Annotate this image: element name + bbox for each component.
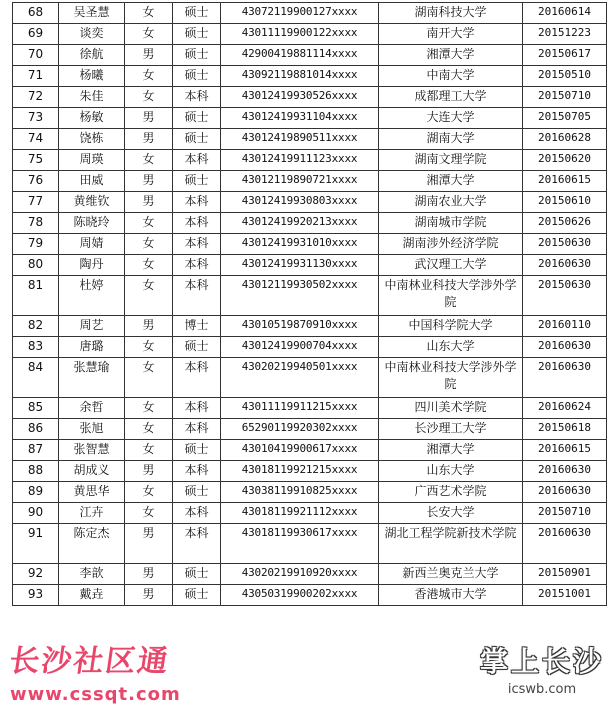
gender-cell: 女 [125, 234, 173, 255]
id-number-cell: 43072119900127xxxx [221, 3, 379, 24]
table-row [13, 419, 607, 440]
table-row [13, 213, 607, 234]
id-number-cell: 43012119930502xxxx [221, 276, 379, 316]
row-number: 76 [13, 171, 59, 192]
name-cell: 黄思华 [59, 482, 125, 503]
id-number-cell: 43010519870910xxxx [221, 316, 379, 337]
id-number-cell: 43050319900202xxxx [221, 585, 379, 606]
table-row [13, 255, 607, 276]
table-row [13, 3, 607, 24]
table-row [13, 129, 607, 150]
school-cell: 香港城市大学 [379, 585, 523, 606]
school-cell: 湘潭大学 [379, 440, 523, 461]
degree-cell: 硕士 [173, 129, 221, 150]
graduation-date-cell: 20150610 [523, 192, 607, 213]
table-row [13, 337, 607, 358]
name-cell: 朱佳 [59, 87, 125, 108]
gender-cell: 男 [125, 524, 173, 564]
gender-cell: 女 [125, 419, 173, 440]
graduation-date-cell: 20150617 [523, 45, 607, 66]
name-cell: 田威 [59, 171, 125, 192]
degree-cell: 硕士 [173, 585, 221, 606]
graduation-date-cell: 20160615 [523, 440, 607, 461]
icswb-url: icswb.com [507, 682, 577, 697]
school-cell: 湖南科技大学 [379, 3, 523, 24]
name-cell: 周瑛 [59, 150, 125, 171]
gender-cell: 男 [125, 129, 173, 150]
table-row [13, 87, 607, 108]
name-cell: 戴垚 [59, 585, 125, 606]
graduation-date-cell: 20151001 [523, 585, 607, 606]
row-number: 82 [13, 316, 59, 337]
row-number: 71 [13, 66, 59, 87]
id-number-cell: 43012419931130xxxx [221, 255, 379, 276]
gender-cell: 女 [125, 358, 173, 398]
degree-cell: 本科 [173, 398, 221, 419]
gender-cell: 男 [125, 171, 173, 192]
id-number-cell: 43012419930803xxxx [221, 192, 379, 213]
graduation-date-cell: 20150630 [523, 276, 607, 316]
id-number-cell: 43038119910825xxxx [221, 482, 379, 503]
gender-cell: 男 [125, 461, 173, 482]
row-number: 69 [13, 24, 59, 45]
graduation-date-cell: 20150901 [523, 564, 607, 585]
school-cell: 山东大学 [379, 337, 523, 358]
graduation-date-cell: 20150510 [523, 66, 607, 87]
table-row [13, 524, 607, 564]
degree-cell: 本科 [173, 358, 221, 398]
gender-cell: 男 [125, 108, 173, 129]
gender-cell: 男 [125, 585, 173, 606]
id-number-cell: 43020219910920xxxx [221, 564, 379, 585]
school-cell: 中国科学院大学 [379, 316, 523, 337]
table-row [13, 482, 607, 503]
name-cell: 张智慧 [59, 440, 125, 461]
graduation-date-cell: 20160624 [523, 398, 607, 419]
row-number: 88 [13, 461, 59, 482]
graduation-date-cell: 20160630 [523, 461, 607, 482]
graduation-date-cell: 20150630 [523, 234, 607, 255]
school-cell: 中南林业科技大学涉外学院 [379, 358, 523, 398]
row-number: 73 [13, 108, 59, 129]
row-number: 91 [13, 524, 59, 564]
degree-cell: 本科 [173, 234, 221, 255]
row-number: 79 [13, 234, 59, 255]
gender-cell: 女 [125, 213, 173, 234]
gender-cell: 女 [125, 150, 173, 171]
id-number-cell: 43020219940501xxxx [221, 358, 379, 398]
degree-cell: 硕士 [173, 337, 221, 358]
school-cell: 湖南涉外经济学院 [379, 234, 523, 255]
id-number-cell: 42900419881114xxxx [221, 45, 379, 66]
row-number: 75 [13, 150, 59, 171]
gender-cell: 女 [125, 503, 173, 524]
graduation-date-cell: 20160630 [523, 337, 607, 358]
table-row [13, 171, 607, 192]
table-row [13, 503, 607, 524]
gender-cell: 男 [125, 45, 173, 66]
id-number-cell: 43012419931010xxxx [221, 234, 379, 255]
row-number: 81 [13, 276, 59, 316]
icswb-logo-text: 掌上长沙 [479, 645, 604, 678]
school-cell: 湖南文理学院 [379, 150, 523, 171]
row-number: 78 [13, 213, 59, 234]
graduation-date-cell: 20150626 [523, 213, 607, 234]
graduation-date-cell: 20160628 [523, 129, 607, 150]
id-number-cell: 43011119900122xxxx [221, 24, 379, 45]
degree-cell: 硕士 [173, 482, 221, 503]
gender-cell: 女 [125, 3, 173, 24]
graduation-date-cell: 20151223 [523, 24, 607, 45]
gender-cell: 女 [125, 398, 173, 419]
degree-cell: 本科 [173, 419, 221, 440]
table-row [13, 276, 607, 316]
school-cell: 湖南农业大学 [379, 192, 523, 213]
row-number: 84 [13, 358, 59, 398]
id-number-cell: 43012419930526xxxx [221, 87, 379, 108]
table-row [13, 234, 607, 255]
table-row [13, 398, 607, 419]
row-number: 83 [13, 337, 59, 358]
id-number-cell: 43012419900704xxxx [221, 337, 379, 358]
school-cell: 湖南大学 [379, 129, 523, 150]
row-number: 77 [13, 192, 59, 213]
degree-cell: 本科 [173, 192, 221, 213]
table-row [13, 108, 607, 129]
degree-cell: 本科 [173, 213, 221, 234]
cssqt-url: www.cssqt.com [10, 684, 181, 705]
table-row [13, 461, 607, 482]
school-cell: 广西艺术学院 [379, 482, 523, 503]
id-number-cell: 65290119920302xxxx [221, 419, 379, 440]
row-number: 86 [13, 419, 59, 440]
row-number: 93 [13, 585, 59, 606]
school-cell: 长安大学 [379, 503, 523, 524]
degree-cell: 本科 [173, 276, 221, 316]
degree-cell: 硕士 [173, 564, 221, 585]
table-row [13, 440, 607, 461]
row-number: 92 [13, 564, 59, 585]
id-number-cell: 43018119921215xxxx [221, 461, 379, 482]
gender-cell: 男 [125, 192, 173, 213]
id-number-cell: 43018119921112xxxx [221, 503, 379, 524]
table-row [13, 564, 607, 585]
graduation-date-cell: 20160630 [523, 524, 607, 564]
graduation-date-cell: 20150705 [523, 108, 607, 129]
school-cell: 大连大学 [379, 108, 523, 129]
name-cell: 吴圣慧 [59, 3, 125, 24]
school-cell: 中南大学 [379, 66, 523, 87]
table-row [13, 66, 607, 87]
school-cell: 南开大学 [379, 24, 523, 45]
degree-cell: 本科 [173, 255, 221, 276]
degree-cell: 硕士 [173, 108, 221, 129]
table-row [13, 585, 607, 606]
name-cell: 杨敏 [59, 108, 125, 129]
gender-cell: 女 [125, 255, 173, 276]
name-cell: 杨曦 [59, 66, 125, 87]
cssqt-logo-text: 长沙社区通 [7, 644, 172, 679]
degree-cell: 本科 [173, 87, 221, 108]
school-cell: 中南林业科技大学涉外学院 [379, 276, 523, 316]
id-number-cell: 43012419920213xxxx [221, 213, 379, 234]
graduation-date-cell: 20160614 [523, 3, 607, 24]
gender-cell: 男 [125, 316, 173, 337]
graduation-date-cell: 20160615 [523, 171, 607, 192]
row-number: 68 [13, 3, 59, 24]
name-cell: 唐璐 [59, 337, 125, 358]
degree-cell: 硕士 [173, 66, 221, 87]
degree-cell: 博士 [173, 316, 221, 337]
name-cell: 饶栋 [59, 129, 125, 150]
id-number-cell: 43011119911215xxxx [221, 398, 379, 419]
row-number: 85 [13, 398, 59, 419]
name-cell: 李歆 [59, 564, 125, 585]
school-cell: 湘潭大学 [379, 171, 523, 192]
name-cell: 徐航 [59, 45, 125, 66]
graduation-date-cell: 20150620 [523, 150, 607, 171]
roster-body [13, 3, 607, 606]
gender-cell: 女 [125, 87, 173, 108]
row-number: 74 [13, 129, 59, 150]
gender-cell: 女 [125, 440, 173, 461]
table-row [13, 358, 607, 398]
table-row [13, 192, 607, 213]
name-cell: 陈晓玲 [59, 213, 125, 234]
graduation-date-cell: 20150710 [523, 87, 607, 108]
id-number-cell: 43012419890511xxxx [221, 129, 379, 150]
school-cell: 成都理工大学 [379, 87, 523, 108]
row-number: 89 [13, 482, 59, 503]
roster-table [12, 2, 607, 606]
degree-cell: 硕士 [173, 24, 221, 45]
degree-cell: 本科 [173, 150, 221, 171]
graduation-date-cell: 20160630 [523, 482, 607, 503]
school-cell: 长沙理工大学 [379, 419, 523, 440]
cssqt-watermark [7, 636, 181, 705]
graduation-date-cell: 20160630 [523, 358, 607, 398]
row-number: 80 [13, 255, 59, 276]
name-cell: 胡成义 [59, 461, 125, 482]
table-row [13, 316, 607, 337]
icswb-watermark [480, 640, 604, 697]
degree-cell: 硕士 [173, 45, 221, 66]
degree-cell: 本科 [173, 503, 221, 524]
gender-cell: 女 [125, 276, 173, 316]
row-number: 70 [13, 45, 59, 66]
id-number-cell: 43010419900617xxxx [221, 440, 379, 461]
gender-cell: 女 [125, 482, 173, 503]
id-number-cell: 43012119890721xxxx [221, 171, 379, 192]
graduation-date-cell: 20160630 [523, 255, 607, 276]
table-row [13, 45, 607, 66]
degree-cell: 硕士 [173, 171, 221, 192]
name-cell: 陈定杰 [59, 524, 125, 564]
id-number-cell: 43092119881014xxxx [221, 66, 379, 87]
degree-cell: 本科 [173, 461, 221, 482]
school-cell: 湘潭大学 [379, 45, 523, 66]
row-number: 87 [13, 440, 59, 461]
name-cell: 周婧 [59, 234, 125, 255]
name-cell: 杜婷 [59, 276, 125, 316]
school-cell: 湖北工程学院新技术学院 [379, 524, 523, 564]
name-cell: 黄维钦 [59, 192, 125, 213]
school-cell: 四川美术学院 [379, 398, 523, 419]
degree-cell: 硕士 [173, 3, 221, 24]
id-number-cell: 43018119930617xxxx [221, 524, 379, 564]
gender-cell: 女 [125, 337, 173, 358]
name-cell: 江卉 [59, 503, 125, 524]
school-cell: 新西兰奥克兰大学 [379, 564, 523, 585]
id-number-cell: 43012419911123xxxx [221, 150, 379, 171]
gender-cell: 女 [125, 66, 173, 87]
degree-cell: 本科 [173, 524, 221, 564]
school-cell: 湖南城市学院 [379, 213, 523, 234]
gender-cell: 男 [125, 564, 173, 585]
row-number: 90 [13, 503, 59, 524]
school-cell: 山东大学 [379, 461, 523, 482]
degree-cell: 硕士 [173, 440, 221, 461]
graduation-date-cell: 20160110 [523, 316, 607, 337]
name-cell: 余哲 [59, 398, 125, 419]
gender-cell: 女 [125, 24, 173, 45]
school-cell: 武汉理工大学 [379, 255, 523, 276]
graduation-date-cell: 20150710 [523, 503, 607, 524]
id-number-cell: 43012419931104xxxx [221, 108, 379, 129]
graduation-date-cell: 20150618 [523, 419, 607, 440]
table-row [13, 24, 607, 45]
name-cell: 张旭 [59, 419, 125, 440]
name-cell: 谈奕 [59, 24, 125, 45]
name-cell: 陶丹 [59, 255, 125, 276]
name-cell: 周艺 [59, 316, 125, 337]
row-number: 72 [13, 87, 59, 108]
name-cell: 张慧瑜 [59, 358, 125, 398]
table-row [13, 150, 607, 171]
